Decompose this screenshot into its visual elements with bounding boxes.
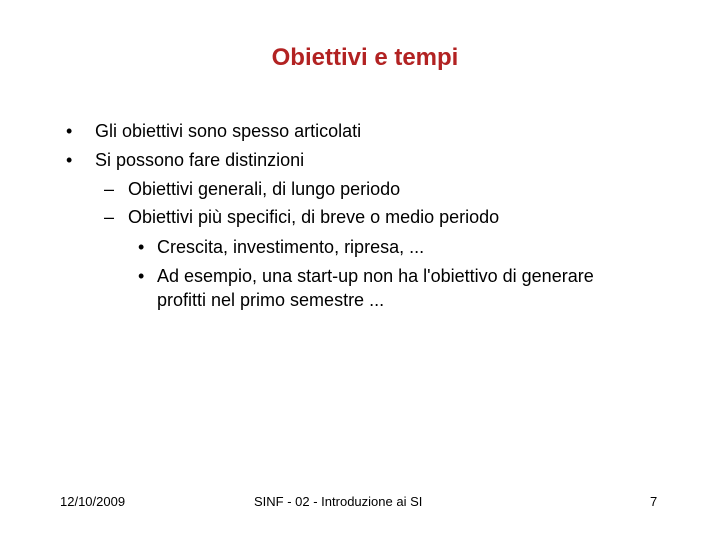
sub-sub-bullet-text: profitti nel primo semestre ... <box>157 290 385 310</box>
bullet-text: Si possono fare distinzioni <box>95 150 305 170</box>
bullet-marker: • <box>66 150 73 170</box>
sub-sub-bullet-text: Crescita, investimento, ripresa, ... <box>157 237 425 257</box>
footer-date: 12/10/2009 <box>60 494 126 509</box>
page-number: 7 <box>650 494 658 509</box>
slide-title: Obiettivi e tempi <box>271 44 459 71</box>
sub-bullet-text: Obiettivi più specifici, di breve o medio periodo <box>128 207 500 227</box>
sub-sub-bullet-marker: • <box>138 266 145 286</box>
sub-sub-bullet-marker: • <box>138 237 145 257</box>
sub-bullet-marker: – <box>104 179 115 199</box>
sub-bullet-text: Obiettivi generali, di lungo periodo <box>128 179 401 199</box>
footer-title: SINF - 02 - Introduzione ai SI <box>254 494 423 509</box>
bullet-text: Gli obiettivi sono spesso articolati <box>95 121 362 141</box>
sub-sub-bullet-text: Ad esempio, una start-up non ha l'obiettivo di generare <box>157 266 594 286</box>
bullet-marker: • <box>66 121 73 141</box>
sub-bullet-marker: – <box>104 207 115 227</box>
